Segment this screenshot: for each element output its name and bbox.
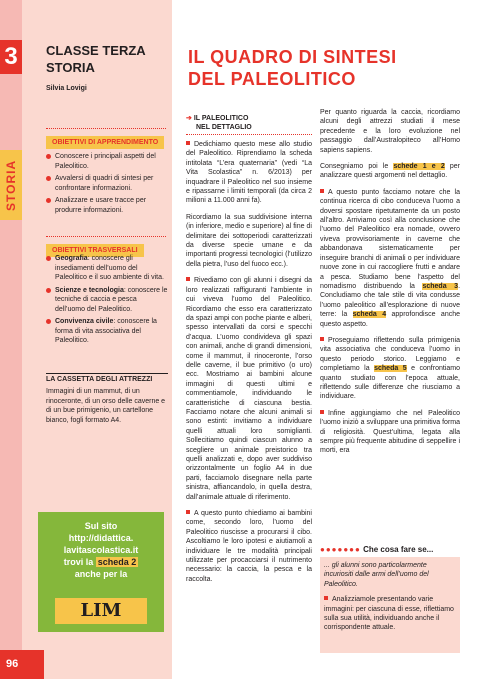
worksheet-highlight: schede 1 e 2 xyxy=(393,163,445,171)
paragraph: Rivediamo con gli alunni i disegni da loro realizzati raffiguranti l’ambiente in cui viveva l’uomo del Paleolitico. Ricordiamo che esso era caratterizzato da spazi ampi con poche piante e alberi, spesso intervallati da corsi e specchi d’acqua. L’uomo condivideva gli spazi con animali, anche di grandi dimensioni, come il mammut, il rinoceronte, l’orso delle caverne, il bue primitivo (o uro) ecc. Mostriamo ai bambini alcune immagini di questi ultimi e commentiamole, individuando le caratteristiche di ciascuna bestia. Facciamo notare che alcuni animali si sono estinti: invitiamo a individuare quelli attuali loro somiglianti. Sollecitiamo quindi ciascun alunno a scegliere un animale preistorico tra quelli analizzati e, dopo aver suddiviso orizzontalmente un foglio A4 in due parti, facciamolo disegnare nella parte sinistra, affiancandolo, in quella destra, dall’animale attuale di riferimento. xyxy=(186,277,312,501)
middle-column xyxy=(186,140,312,591)
page-number: 96 xyxy=(0,650,44,679)
learning-objectives-title: OBIETTIVI DI APPRENDIMENTO xyxy=(46,136,164,149)
section-label: ➔ IL PALEOLITICO NEL DETTAGLIO xyxy=(186,115,252,131)
course-title-line1: CLASSE TERZA xyxy=(46,43,146,58)
tools-text: Immagini di un mammut, di un rinoceronte, di un orso delle caverne e di un bue primigenio, un cartellone bianco, fogli formato A4. xyxy=(46,388,166,424)
worksheet-highlight: scheda 3 xyxy=(422,282,459,290)
bullet-square-icon xyxy=(186,141,190,145)
paragraph: Dedichiamo questo mese allo studio del Paleolitico. Riprendiamo la scheda intitolata “L’era quaternaria” (vedi “La Vita Scolastica” n. 6/2013) per inquadrare il Paleolitico nel suo insieme e ripassarne i limiti temporali (da circa 2 milioni a 11.000 anni fa). xyxy=(186,141,312,205)
dots-icon: ●●●●●●● xyxy=(320,545,361,554)
paragraph: Infine aggiungiamo che nel Paleolitico l’uomo iniziò a sviluppare una primitiva forma di religiosità. Quest’ultima, legata alla sempre più frequente abitudine di seppellire i morti, era xyxy=(320,409,460,455)
chapter-number: 3 xyxy=(0,40,22,74)
bullet-square-icon xyxy=(320,189,324,193)
list-item: Scienze e tecnologia: conoscere le tecniche di caccia e pesca dell’uomo del Paleolitico. xyxy=(46,286,168,315)
page-title-line2: DEL PALEOLITICO xyxy=(188,69,356,89)
course-title-line2: STORIA xyxy=(46,60,95,75)
paragraph: A questo punto chiediamo ai bambini come, secondo loro, l’uomo del Paleolitico riuscisse a procurarsi il cibo. Ascoltiamo le loro ipotesi e aiutiamoli a individuare le tre modalità principali utilizzate per procacciarsi il nutrimento necessario: la caccia, la pesca e la raccolta. xyxy=(186,510,312,583)
bullet-square-icon xyxy=(324,596,328,600)
subject-side-label: STORIA xyxy=(0,150,22,220)
right-column xyxy=(320,108,460,463)
bullet-square-icon xyxy=(186,277,190,281)
note-header xyxy=(320,545,460,554)
lim-line: anche per la xyxy=(74,569,128,579)
learning-objectives-list xyxy=(46,152,168,218)
page-title-line1: IL QUADRO DI SINTESI xyxy=(188,47,397,67)
tools-title: LA CASSETTA DEGLI ATTREZZI xyxy=(46,373,168,383)
paragraph: Per quanto riguarda la caccia, ricordiamo alcuni degli attrezzi studiati il mese precedente e la loro evoluzione nel passaggio dall’Australopiteco all’Homo sapiens sapiens. xyxy=(320,109,460,154)
left-margin-band xyxy=(0,0,22,679)
bullet-square-icon xyxy=(186,510,190,514)
note-title: Che cosa fare se... xyxy=(363,545,434,554)
note-box xyxy=(320,557,460,653)
paragraph: Proseguiamo riflettendo sulla primigenia vita associativa che conduceva l’uomo in questo periodo storico. Leggiamo e completiamo la scheda 5 e confrontiamo quanto studiato con l’epoca attuale, riflettendo sulle differenze che riusciamo a individuare. xyxy=(320,336,460,401)
note-intro: ... gli alunni sono particolarmente incuriositi dalle armi dell’uomo del Paleolitico. xyxy=(324,562,429,588)
lim-link[interactable]: lavitascolastica.it xyxy=(63,545,139,555)
paragraph: Consegniamo poi le schede 1 e 2 per analizzare questi argomenti nel dettaglio. xyxy=(320,163,461,180)
bullet-square-icon xyxy=(320,410,324,414)
lim-line: Sul sito xyxy=(84,521,118,531)
arrow-right-icon: ➔ xyxy=(186,115,192,122)
course-title xyxy=(46,42,166,76)
learning-objectives-header xyxy=(46,128,166,149)
worksheet-highlight: scheda 4 xyxy=(352,311,387,319)
section-divider xyxy=(186,134,312,135)
list-item: Convivenza civile: conoscere la forma di vita associativa del Paleolitico. xyxy=(46,317,168,346)
paragraph: A questo punto facciamo notare che la continua ricerca di cibo conduceva l’uomo a doversi spostare ripetutamente da un posto all’altro. Arriviamo così alla conclusione che l’uomo del Paleolitico era nomade, ovvero viveva provvisoriamente in caverne che abbandonava sistematicamente per inseguire branchi di animali o per individuare nuove zone in cui raccogliere frutti e andare a pesca. Studiamo bene l’aspetto del nomadismo distribuendo la scheda 3. Concludiamo che tale stile di vita condusse l’uomo paleolitico all’esplorazione di nuove terre: la scheda 4 approfondisce anche questo aspetto. xyxy=(320,188,461,328)
list-item: Geografia: conoscere gli insediamenti dell’uomo del Paleolitico e il suo ambiente di vita. xyxy=(46,254,168,283)
list-item: Conoscere i principali aspetti del Paleolitico. xyxy=(46,152,168,171)
worksheet-highlight: scheda 5 xyxy=(374,365,407,373)
note-body: Analizziamole presentando varie immagini: per ciascuna di esse, riflettiamo sulla sua utilità, individuando anche il corrispondente attuale. xyxy=(324,596,454,632)
transversal-objectives-title: OBIETTIVI TRASVERSALI xyxy=(46,244,144,257)
lim-tag: LIM xyxy=(55,598,147,624)
author-name: Silvia Lovigi xyxy=(46,85,87,92)
transversal-objectives-list xyxy=(46,254,168,349)
page-title xyxy=(188,46,488,90)
lim-link[interactable]: http://didattica. xyxy=(68,533,134,543)
bullet-square-icon xyxy=(320,337,324,341)
lim-promo-box xyxy=(38,512,164,632)
list-item: Avvalersi di quadri di sintesi per confrontare informazioni. xyxy=(46,174,168,193)
list-item: Analizzare e usare tracce per produrre informazioni. xyxy=(46,196,168,215)
lim-line: trovi la scheda 2 xyxy=(63,557,137,567)
paragraph: Ricordiamo la sua suddivisione interna (in inferiore, medio e superiore) al fine di delimitare dei sottoperiodi caratterizzati da diverse specie umane e da importanti progressi tecnologici (l’utilizzo della pietra, l’uso del fuoco ecc.). xyxy=(186,213,312,268)
